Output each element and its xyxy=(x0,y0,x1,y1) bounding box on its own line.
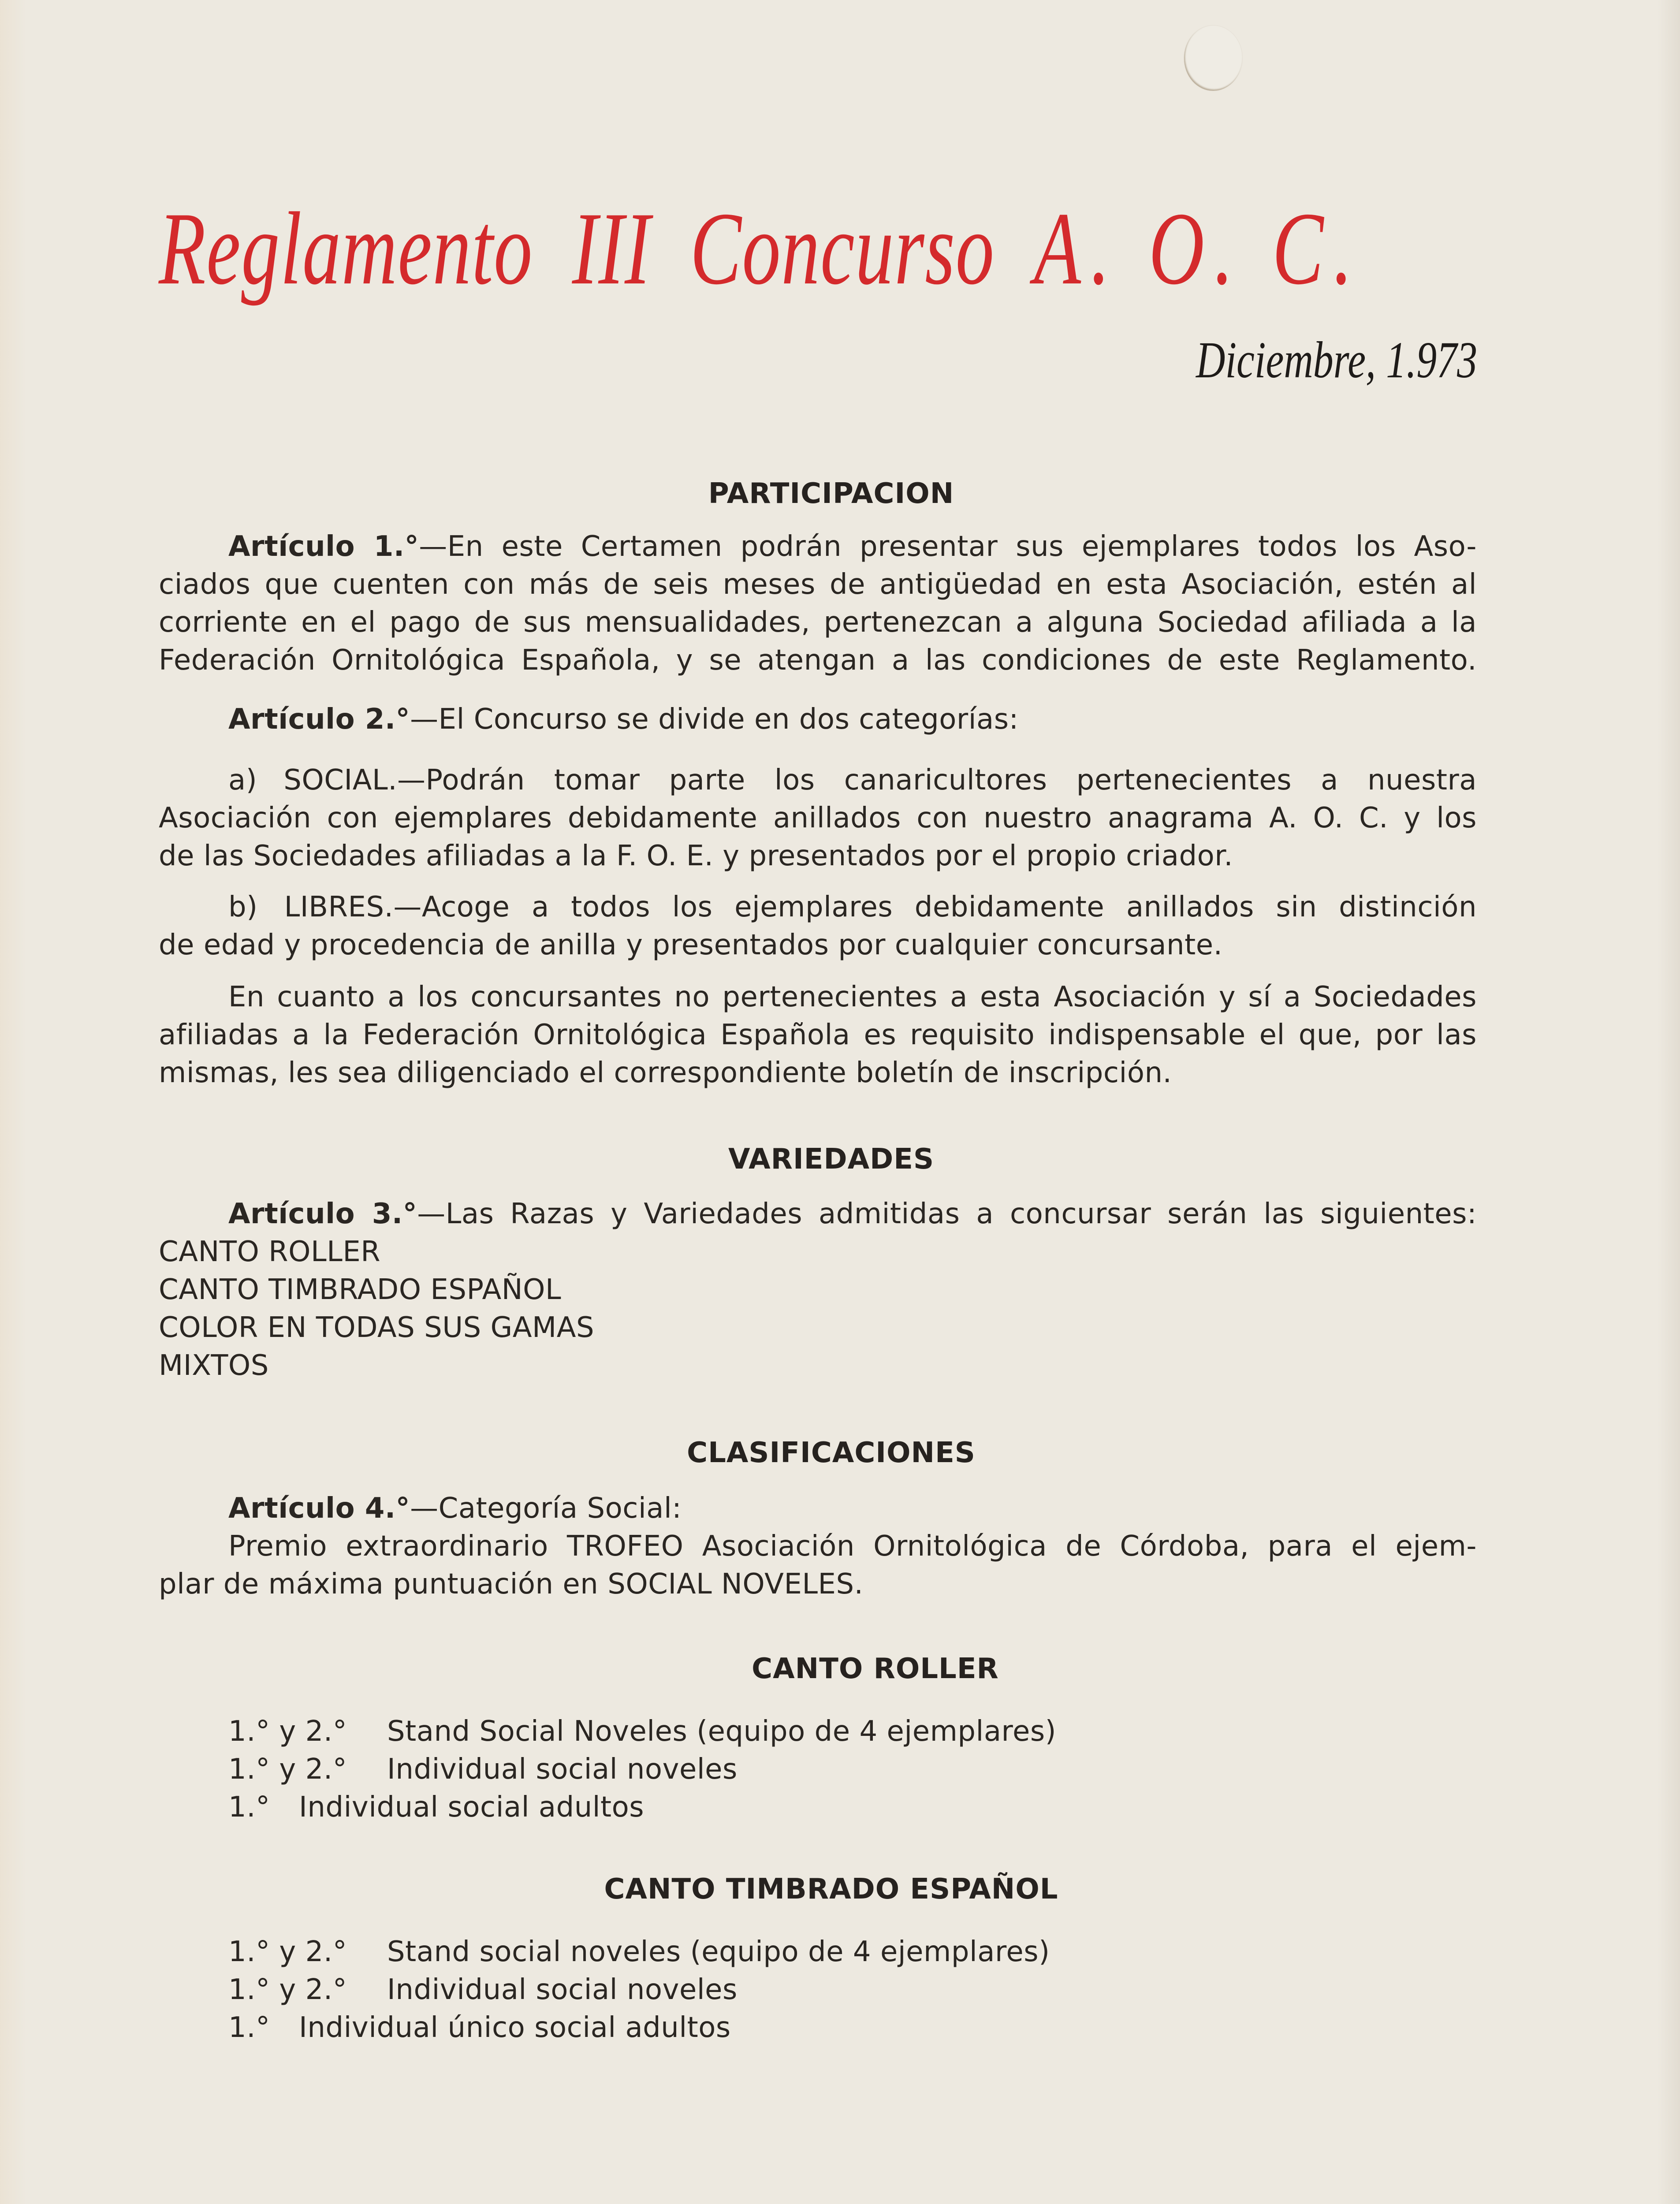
art2-label: Artículo 2.° xyxy=(228,703,410,736)
cat-b-label: LIBRES. xyxy=(284,891,394,923)
title-word-concurso: Concurso xyxy=(690,191,995,306)
art3-label: Artículo 3.° xyxy=(228,1198,417,1230)
heading-participacion xyxy=(0,476,1680,511)
prize-rank: 1.° xyxy=(228,2011,270,2044)
title-word-reglamento: Reglamento xyxy=(159,191,533,306)
prize-rank: 1.° xyxy=(228,1791,270,1824)
cat-a-line-1 xyxy=(228,762,1477,799)
art1-text-1: —En este Certamen podrán presentar sus ejemplares todos los Aso- xyxy=(419,530,1477,563)
art2-line xyxy=(228,701,1477,738)
cat-a-label: SOCIAL. xyxy=(283,764,398,797)
roller-prize-item xyxy=(228,1789,644,1826)
note-line-2: afiliadas a la Federación Ornitológica Española es requisito indispensable el que, por las xyxy=(159,1019,1477,1051)
premio-line-1: Premio extraordinario TROFEO Asociación Ornitológica de Córdoba, para el ejem- xyxy=(228,1530,1477,1563)
art2-text: —El Concurso se divide en dos categorías: xyxy=(410,703,1019,736)
timbrado-prize-item xyxy=(228,2009,731,2046)
cat-a-text-1: —Podrán tomar parte los canaricultores pertenecientes a nuestra xyxy=(397,764,1477,797)
premio-line-2: plar de máxima puntuación en SOCIAL NOVELES. xyxy=(159,1568,864,1601)
heading-variedades xyxy=(0,1142,1680,1177)
prize-text: Stand social noveles (equipo de 4 ejemplares) xyxy=(387,1936,1050,1968)
prize-rank: 1.° y 2.° xyxy=(228,1973,347,2006)
title-word-aoc: A. O. C. xyxy=(1034,191,1363,306)
variety-item: CANTO TIMBRADO ESPAÑOL xyxy=(159,1273,562,1306)
title-word-iii: III xyxy=(572,191,651,306)
timbrado-prize-item xyxy=(228,1933,1050,1970)
heading-clasificaciones-text: CLASIFICACIONES xyxy=(687,1437,976,1469)
prize-rank: 1.° y 2.° xyxy=(228,1715,347,1748)
art3-text: —Las Razas y Variedades admitidas a concursar serán las siguientes: xyxy=(417,1198,1477,1230)
art1-label: Artículo 1.° xyxy=(228,530,419,563)
heading-variedades-text: VARIEDADES xyxy=(728,1143,935,1176)
art1-line-4: Federación Ornitológica Española, y se atengan a las condiciones de este Reglamento. xyxy=(159,644,1477,677)
variety-item: MIXTOS xyxy=(159,1349,269,1382)
note-line-3: mismas, les sea diligenciado el correspondiente boletín de inscripción. xyxy=(159,1057,1172,1089)
art1-line-2: ciados que cuenten con más de seis meses de antigüedad en esta Asociación, estén al xyxy=(159,568,1477,601)
art4-line xyxy=(228,1490,1477,1527)
timbrado-prize-item xyxy=(228,1971,738,2008)
heading-clasificaciones xyxy=(0,1435,1680,1471)
variety-item: CANTO ROLLER xyxy=(159,1236,381,1268)
heading-canto-roller xyxy=(0,1651,1680,1687)
art4-text: —Categoría Social: xyxy=(410,1492,682,1525)
heading-canto-timbrado-text: CANTO TIMBRADO ESPAÑOL xyxy=(604,1873,1058,1906)
punch-hole xyxy=(1184,26,1242,91)
prize-text: Individual único social adultos xyxy=(299,2011,731,2044)
roller-prize-item xyxy=(228,1751,738,1788)
prize-rank: 1.° y 2.° xyxy=(228,1936,347,1968)
cat-a-marker: a) xyxy=(228,764,257,797)
art1-line-3: corriente en el pago de sus mensualidades, pertenezcan a alguna Sociedad afiliada a la xyxy=(159,606,1477,639)
art4-label: Artículo 4.° xyxy=(228,1492,410,1525)
variety-item: COLOR EN TODAS SUS GAMAS xyxy=(159,1311,595,1344)
art3-line xyxy=(228,1195,1477,1232)
cat-b-marker: b) xyxy=(228,891,258,923)
document-title xyxy=(159,185,1363,313)
heading-canto-roller-text: CANTO ROLLER xyxy=(752,1653,999,1685)
cat-a-line-3: de las Sociedades afiliadas a la F. O. E. y presentados por el propio criador. xyxy=(159,840,1233,872)
cat-b-line-2: de edad y procedencia de anilla y presentados por cualquier concursante. xyxy=(159,929,1223,961)
heading-participacion-text: PARTICIPACION xyxy=(708,477,954,510)
cat-b-text-1: —Acoge a todos los ejemplares debidamente anillados sin distinción xyxy=(393,891,1477,923)
prize-text: Stand Social Noveles (equipo de 4 ejemplares) xyxy=(387,1715,1057,1748)
heading-canto-timbrado xyxy=(0,1872,1680,1907)
prize-text: Individual social noveles xyxy=(387,1973,738,2006)
art1-line-1 xyxy=(228,528,1477,565)
prize-text: Individual social adultos xyxy=(299,1791,644,1824)
prize-text: Individual social noveles xyxy=(387,1753,738,1786)
document-date: Diciembre, 1.973 xyxy=(1196,331,1477,389)
prize-rank: 1.° y 2.° xyxy=(228,1753,347,1786)
cat-b-line-1 xyxy=(228,889,1477,926)
note-line-1: En cuanto a los concursantes no pertenecientes a esta Asociación y sí a Sociedades xyxy=(228,981,1477,1013)
roller-prize-item xyxy=(228,1713,1056,1750)
cat-a-line-2: Asociación con ejemplares debidamente anillados con nuestro anagrama A. O. C. y los xyxy=(159,802,1477,834)
